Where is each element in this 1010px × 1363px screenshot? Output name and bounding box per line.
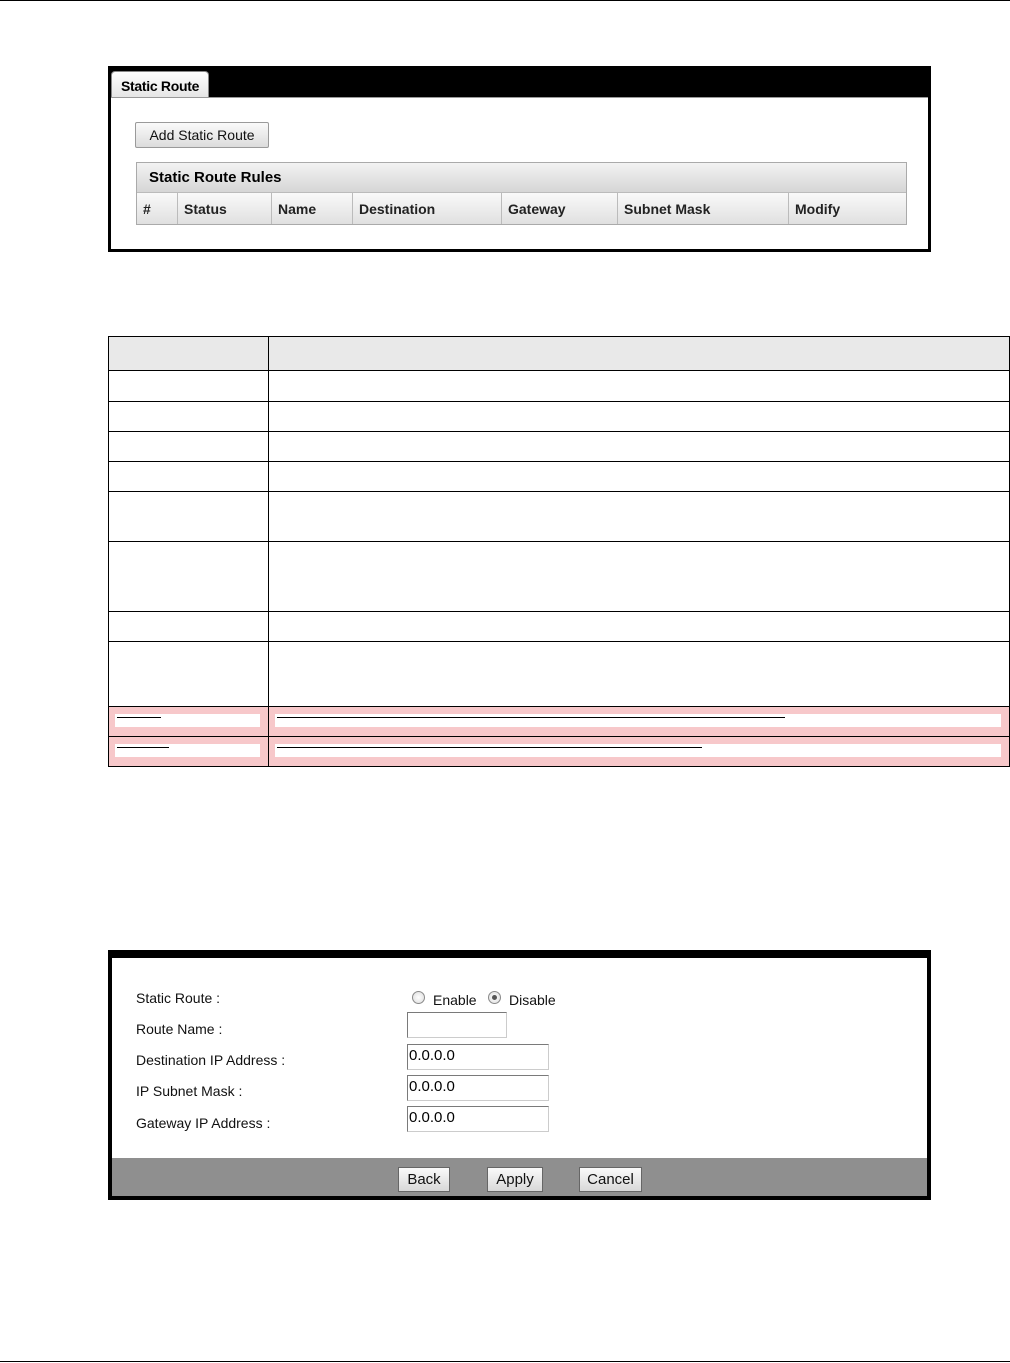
description-row-highlighted — [109, 737, 1009, 766]
description-row — [109, 432, 1009, 462]
column-header-destination: Destination — [353, 193, 502, 224]
route-name-input[interactable] — [407, 1012, 507, 1038]
redaction-line — [277, 717, 785, 718]
redaction-line — [117, 717, 161, 718]
description-row-highlighted — [109, 707, 1009, 737]
page-bottom-rule — [0, 1361, 1010, 1362]
static-route-screen — [108, 66, 931, 252]
description-row — [109, 542, 1009, 612]
disable-radio-label: Disable — [509, 992, 556, 1008]
column-header-index: # — [137, 193, 178, 224]
description-row — [109, 492, 1009, 542]
setup-button-bar — [112, 1158, 927, 1196]
description-table-column-divider — [268, 337, 269, 766]
destination-ip-label: Destination IP Address : — [136, 1052, 286, 1068]
subnet-mask-input[interactable]: 0.0.0.0 — [407, 1075, 549, 1101]
route-name-label: Route Name : — [136, 1021, 223, 1037]
description-row — [109, 642, 1009, 707]
static-route-panel — [111, 97, 928, 249]
cancel-button[interactable]: Cancel — [579, 1167, 642, 1192]
apply-button[interactable]: Apply — [487, 1167, 543, 1192]
static-route-rules-table — [136, 162, 907, 225]
highlight-blank — [115, 714, 260, 727]
enable-radio[interactable] — [412, 991, 425, 1004]
field-description-table — [108, 336, 1010, 767]
description-table-header — [109, 337, 1009, 371]
destination-ip-input[interactable]: 0.0.0.0 — [407, 1044, 549, 1070]
gateway-ip-input[interactable]: 0.0.0.0 — [407, 1106, 549, 1132]
column-header-status: Status — [178, 193, 272, 224]
back-button[interactable]: Back — [398, 1167, 450, 1192]
column-header-gateway: Gateway — [502, 193, 618, 224]
disable-radio[interactable] — [488, 991, 501, 1004]
column-header-name: Name — [272, 193, 353, 224]
description-row — [109, 371, 1009, 402]
tab-static-route[interactable]: Static Route — [111, 71, 209, 98]
enable-radio-label: Enable — [433, 992, 477, 1008]
column-header-modify: Modify — [795, 201, 841, 217]
static-route-setup-panel — [112, 958, 927, 1158]
page-top-rule — [0, 0, 1010, 1]
static-route-setup-screen — [108, 950, 931, 1200]
highlight-blank — [115, 744, 260, 757]
gateway-ip-label: Gateway IP Address : — [136, 1115, 271, 1131]
description-row — [109, 612, 1009, 642]
rules-table-title: Static Route Rules — [137, 163, 906, 192]
description-row — [109, 402, 1009, 432]
static-route-label: Static Route : — [136, 990, 221, 1006]
highlight-blank — [275, 714, 1001, 727]
redaction-line — [277, 747, 702, 748]
rules-table-header — [137, 192, 906, 224]
redaction-line — [117, 747, 169, 748]
column-header-subnet-mask: Subnet Mask — [618, 193, 789, 224]
add-static-route-button[interactable]: Add Static Route — [135, 122, 269, 148]
description-row — [109, 462, 1009, 492]
highlight-blank — [275, 744, 1001, 757]
subnet-mask-label: IP Subnet Mask : — [136, 1083, 243, 1099]
radio-selected-dot — [492, 995, 497, 1000]
